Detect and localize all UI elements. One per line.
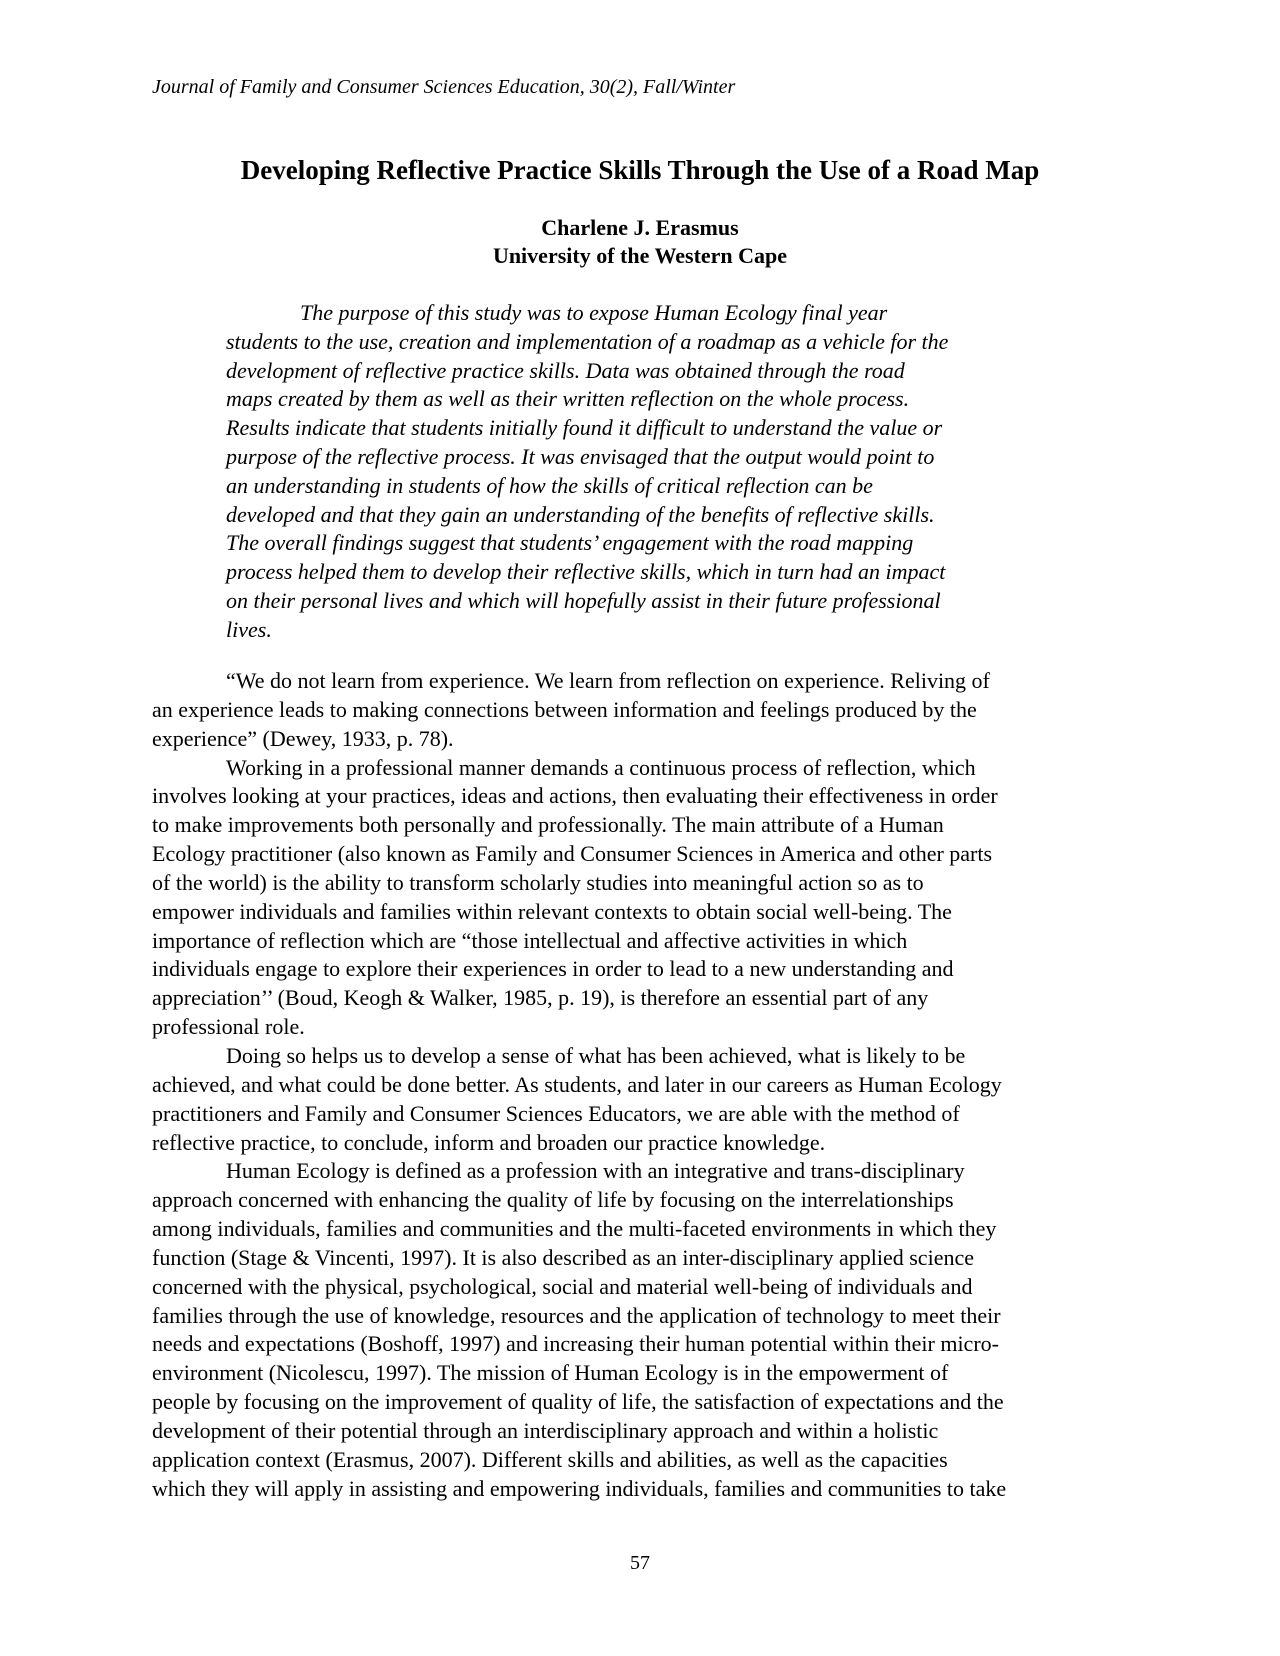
body-line: Ecology practitioner (also known as Family and Consumer Sciences in America and other parts bbox=[152, 841, 993, 867]
body-line: concerned with the physical, psychological, social and material well-being of individuals and bbox=[152, 1273, 973, 1299]
abstract-line: purpose of the reflective process. It was envisaged that the output would point to bbox=[226, 443, 935, 469]
abstract-line: The overall findings suggest that students’ engagement with the road mapping bbox=[226, 530, 914, 556]
body-line: involves looking at your practices, ideas and actions, then evaluating their effectiveness in order bbox=[152, 783, 998, 809]
body-line: empower individuals and families within relevant contexts to obtain social well-being. The bbox=[152, 898, 952, 924]
abstract-line: Results indicate that students initially found it difficult to understand the value or bbox=[226, 415, 943, 441]
body-line: of the world) is the ability to transform scholarly studies into meaningful action so as to bbox=[152, 869, 924, 895]
body-line: appreciation’’ (Boud, Keogh & Walker, 1985, p. 19), is therefore an essential part of any bbox=[152, 985, 929, 1011]
body-line: Human Ecology is defined as a profession with an integrative and trans-disciplinary bbox=[226, 1158, 965, 1184]
body-line: people by focusing on the improvement of quality of life, the satisfaction of expectations and the bbox=[152, 1389, 1004, 1415]
author-affiliation: University of the Western Cape bbox=[492, 243, 788, 268]
running-head: Journal of Family and Consumer Sciences Education, 30(2), Fall/Winter bbox=[152, 76, 736, 98]
body-line: which they will apply in assisting and empowering individuals, families and communities to take bbox=[152, 1475, 1007, 1501]
body-line: development of their potential through an interdisciplinary approach and within a holistic bbox=[152, 1417, 939, 1443]
body-text bbox=[152, 667, 1142, 1503]
body-line: individuals engage to explore their experiences in order to lead to a new understanding and bbox=[152, 956, 954, 982]
abstract-line: lives. bbox=[226, 616, 272, 642]
author-name: Charlene J. Erasmus bbox=[541, 215, 739, 240]
abstract bbox=[226, 299, 1106, 645]
body-line: to make improvements both personally and professionally. The main attribute of a Human bbox=[152, 812, 944, 838]
body-line: environment (Nicolescu, 1997). The mission of Human Ecology is in the empowerment of bbox=[152, 1360, 949, 1386]
body-line: experience” (Dewey, 1933, p. 78). bbox=[152, 725, 454, 751]
abstract-line: an understanding in students of how the skills of critical reflection can be bbox=[226, 472, 873, 498]
body-line: among individuals, families and communities and the multi-faceted environments in which they bbox=[152, 1216, 997, 1242]
abstract-line: on their personal lives and which will hopefully assist in their future professional bbox=[226, 587, 941, 613]
abstract-line: process helped them to develop their reflective skills, which in turn had an impact bbox=[226, 559, 946, 585]
abstract-line: The purpose of this study was to expose Human Ecology final year bbox=[300, 300, 888, 325]
abstract-line: development of reflective practice skills. Data was obtained through the road bbox=[226, 357, 905, 383]
body-line: professional role. bbox=[152, 1014, 305, 1040]
body-line: achieved, and what could be done better. As students, and later in our careers as Human Ecology bbox=[152, 1071, 1002, 1097]
author-block bbox=[0, 214, 1280, 270]
body-line: function (Stage & Vincenti, 1997). It is also described as an inter-disciplinary applied science bbox=[152, 1244, 974, 1270]
abstract-line: students to the use, creation and implementation of a roadmap as a vehicle for the bbox=[226, 328, 949, 354]
body-line: Working in a professional manner demands a continuous process of reflection, which bbox=[226, 754, 976, 780]
body-line: reflective practice, to conclude, inform and broaden our practice knowledge. bbox=[152, 1129, 826, 1155]
paper-title: Developing Reflective Practice Skills Through the Use of a Road Map bbox=[240, 155, 1040, 185]
page-number: 57 bbox=[630, 1552, 650, 1574]
abstract-line: developed and that they gain an understanding of the benefits of reflective skills. bbox=[226, 501, 935, 527]
body-line: practitioners and Family and Consumer Sciences Educators, we are able with the method of bbox=[152, 1100, 960, 1126]
abstract-line: maps created by them as well as their written reflection on the whole process. bbox=[226, 386, 910, 412]
body-line: an experience leads to making connections between information and feelings produced by the bbox=[152, 696, 977, 722]
body-line: application context (Erasmus, 2007). Different skills and abilities, as well as the capacities bbox=[152, 1446, 948, 1472]
body-line: needs and expectations (Boshoff, 1997) and increasing their human potential within their micro- bbox=[152, 1331, 999, 1357]
body-line: “We do not learn from experience. We learn from reflection on experience. Reliving of bbox=[226, 668, 990, 693]
body-line: families through the use of knowledge, resources and the application of technology to meet their bbox=[152, 1302, 1001, 1328]
body-line: importance of reflection which are “those intellectual and affective activities in which bbox=[152, 927, 908, 953]
body-line: Doing so helps us to develop a sense of what has been achieved, what is likely to be bbox=[226, 1042, 966, 1068]
body-line: approach concerned with enhancing the quality of life by focusing on the interrelationships bbox=[152, 1187, 954, 1213]
